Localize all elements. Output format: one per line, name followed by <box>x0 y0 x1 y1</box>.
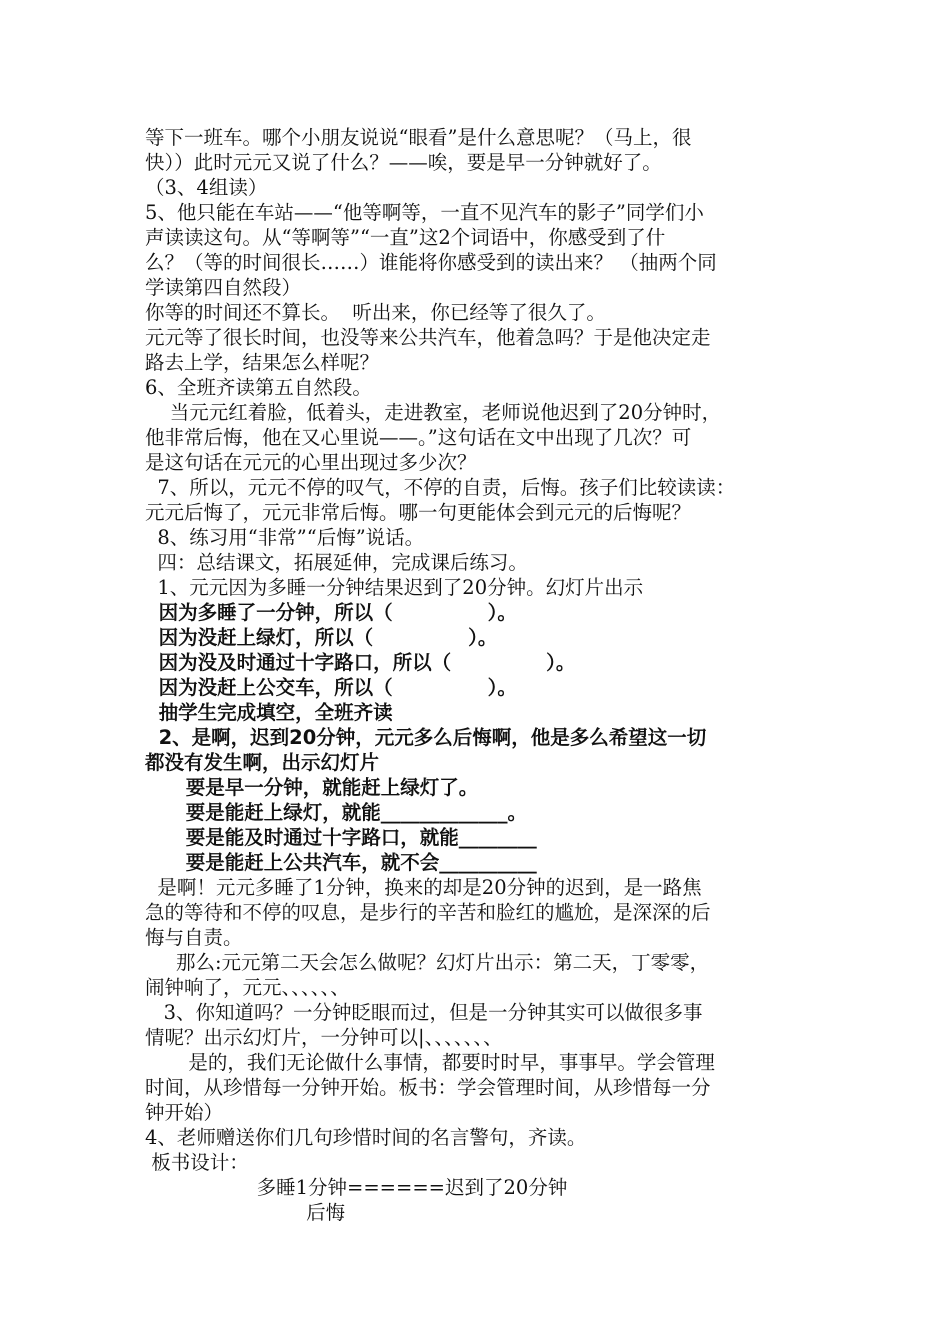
text-line: 1、元元因为多睡一分钟结果迟到了20分钟。幻灯片出示 <box>145 576 644 599</box>
text-line: 等下一班车。哪个小朋友说说“眼看”是什么意思呢？（马上，很 <box>145 126 692 149</box>
text-line: 6、全班齐读第五自然段。 <box>145 376 372 399</box>
text-line: 时间，从珍惜每一分钟开始。板书：学会管理时间，从珍惜每一分 <box>145 1076 711 1099</box>
text-line: 情呢？出示幻灯片，一分钟可以|、、、、、、、 <box>145 1026 503 1049</box>
text-line: 么？（等的时间很长……）谁能将你感受到的读出来？ （抽两个同 <box>145 251 717 274</box>
text-line: 是的，我们无论做什么事情，都要时时早，事事早。学会管理 <box>145 1051 715 1074</box>
text-line: 8、练习用“非常”“后悔”说话。 <box>145 526 425 549</box>
fill-blank-line: 因为没及时通过十字路口，所以（ ）。 <box>145 651 576 674</box>
text-line: 钟开始） <box>145 1101 224 1124</box>
text-line: 元元后悔了，元元非常后悔。哪一句更能体会到元元的后悔呢？ <box>145 501 692 524</box>
text-line: 学读第四自然段） <box>145 276 302 299</box>
text-line: 他非常后悔，他在又心里说——。”这句话在文中出现了几次？可 <box>145 426 692 449</box>
board-design-line: 多睡1分钟======迟到了20分钟 <box>145 1176 568 1199</box>
text-line: 闹钟响了，元元、、、、、、 <box>145 976 350 999</box>
text-line: 元元等了很长时间，也没等来公共汽车，他着急吗？于是他决定走 <box>145 326 711 349</box>
text-line: 5、他只能在车站——“他等啊等，一直不见汽车的影子”同学们小 <box>145 201 704 224</box>
fill-blank-line: 因为没赶上绿灯，所以（ ）。 <box>145 626 498 649</box>
text-line: 那么:元元第二天会怎么做呢？幻灯片出示：第二天，丁零零， <box>145 951 710 974</box>
text-line: 悔与自责。 <box>145 926 243 949</box>
fill-blank-line: 因为没赶上公交车，所以（ ）。 <box>145 676 517 699</box>
text-line: 当元元红着脸，低着头，走进教室，老师说他迟到了20分钟时， <box>145 401 722 424</box>
slide-line: 要是早一分钟，就能赶上绿灯了。 <box>145 776 479 799</box>
text-line: （3、4组读） <box>145 176 268 199</box>
board-design-heading: 板书设计： <box>145 1151 249 1174</box>
text-line: 4、老师赠送你们几句珍惜时间的名言警句，齐读。 <box>145 1126 587 1149</box>
text-line: 快））此时元元又说了什么？——唉，要是早一分钟就好了。 <box>145 151 662 174</box>
text-line: 2、是啊，迟到20分钟，元元多么后悔啊，他是多么希望这一切 <box>145 726 707 749</box>
text-line: 路去上学，结果怎么样呢？ <box>145 351 380 374</box>
text-line: 都没有发生啊，出示幻灯片 <box>145 751 380 774</box>
text-line: 声读读这句。从“等啊等”“一直”这2个词语中，你感受到了什 <box>145 226 666 249</box>
text-line: 3、你知道吗？一分钟眨眼而过，但是一分钟其实可以做很多事 <box>145 1001 703 1024</box>
text-line: 7、所以，元元不停的叹气，不停的自责，后悔。孩子们比较读读： <box>145 476 736 499</box>
slide-line: 要是能赶上绿灯，就能_____________。 <box>145 801 527 824</box>
board-design-line: 后悔 <box>145 1201 346 1224</box>
text-line: 是啊！元元多睡了1分钟，换来的却是20分钟的迟到，是一路焦 <box>145 876 702 899</box>
slide-line: 要是能及时通过十字路口，就能________ <box>145 826 537 849</box>
text-line: 四：总结课文，拓展延伸，完成课后练习。 <box>145 551 528 574</box>
text-line: 是这句话在元元的心里出现过多少次？ <box>145 451 477 474</box>
text-line: 抽学生完成填空，全班齐读 <box>145 701 393 724</box>
slide-line: 要是能赶上公共汽车，就不会__________ <box>145 851 537 874</box>
text-line: 你等的时间还不算长。 听出来，你已经等了很久了。 <box>145 301 606 324</box>
fill-blank-line: 因为多睡了一分钟，所以（ ）。 <box>145 601 517 624</box>
text-line: 急的等待和不停的叹息，是步行的辛苦和脸红的尴尬，是深深的后 <box>145 901 711 924</box>
